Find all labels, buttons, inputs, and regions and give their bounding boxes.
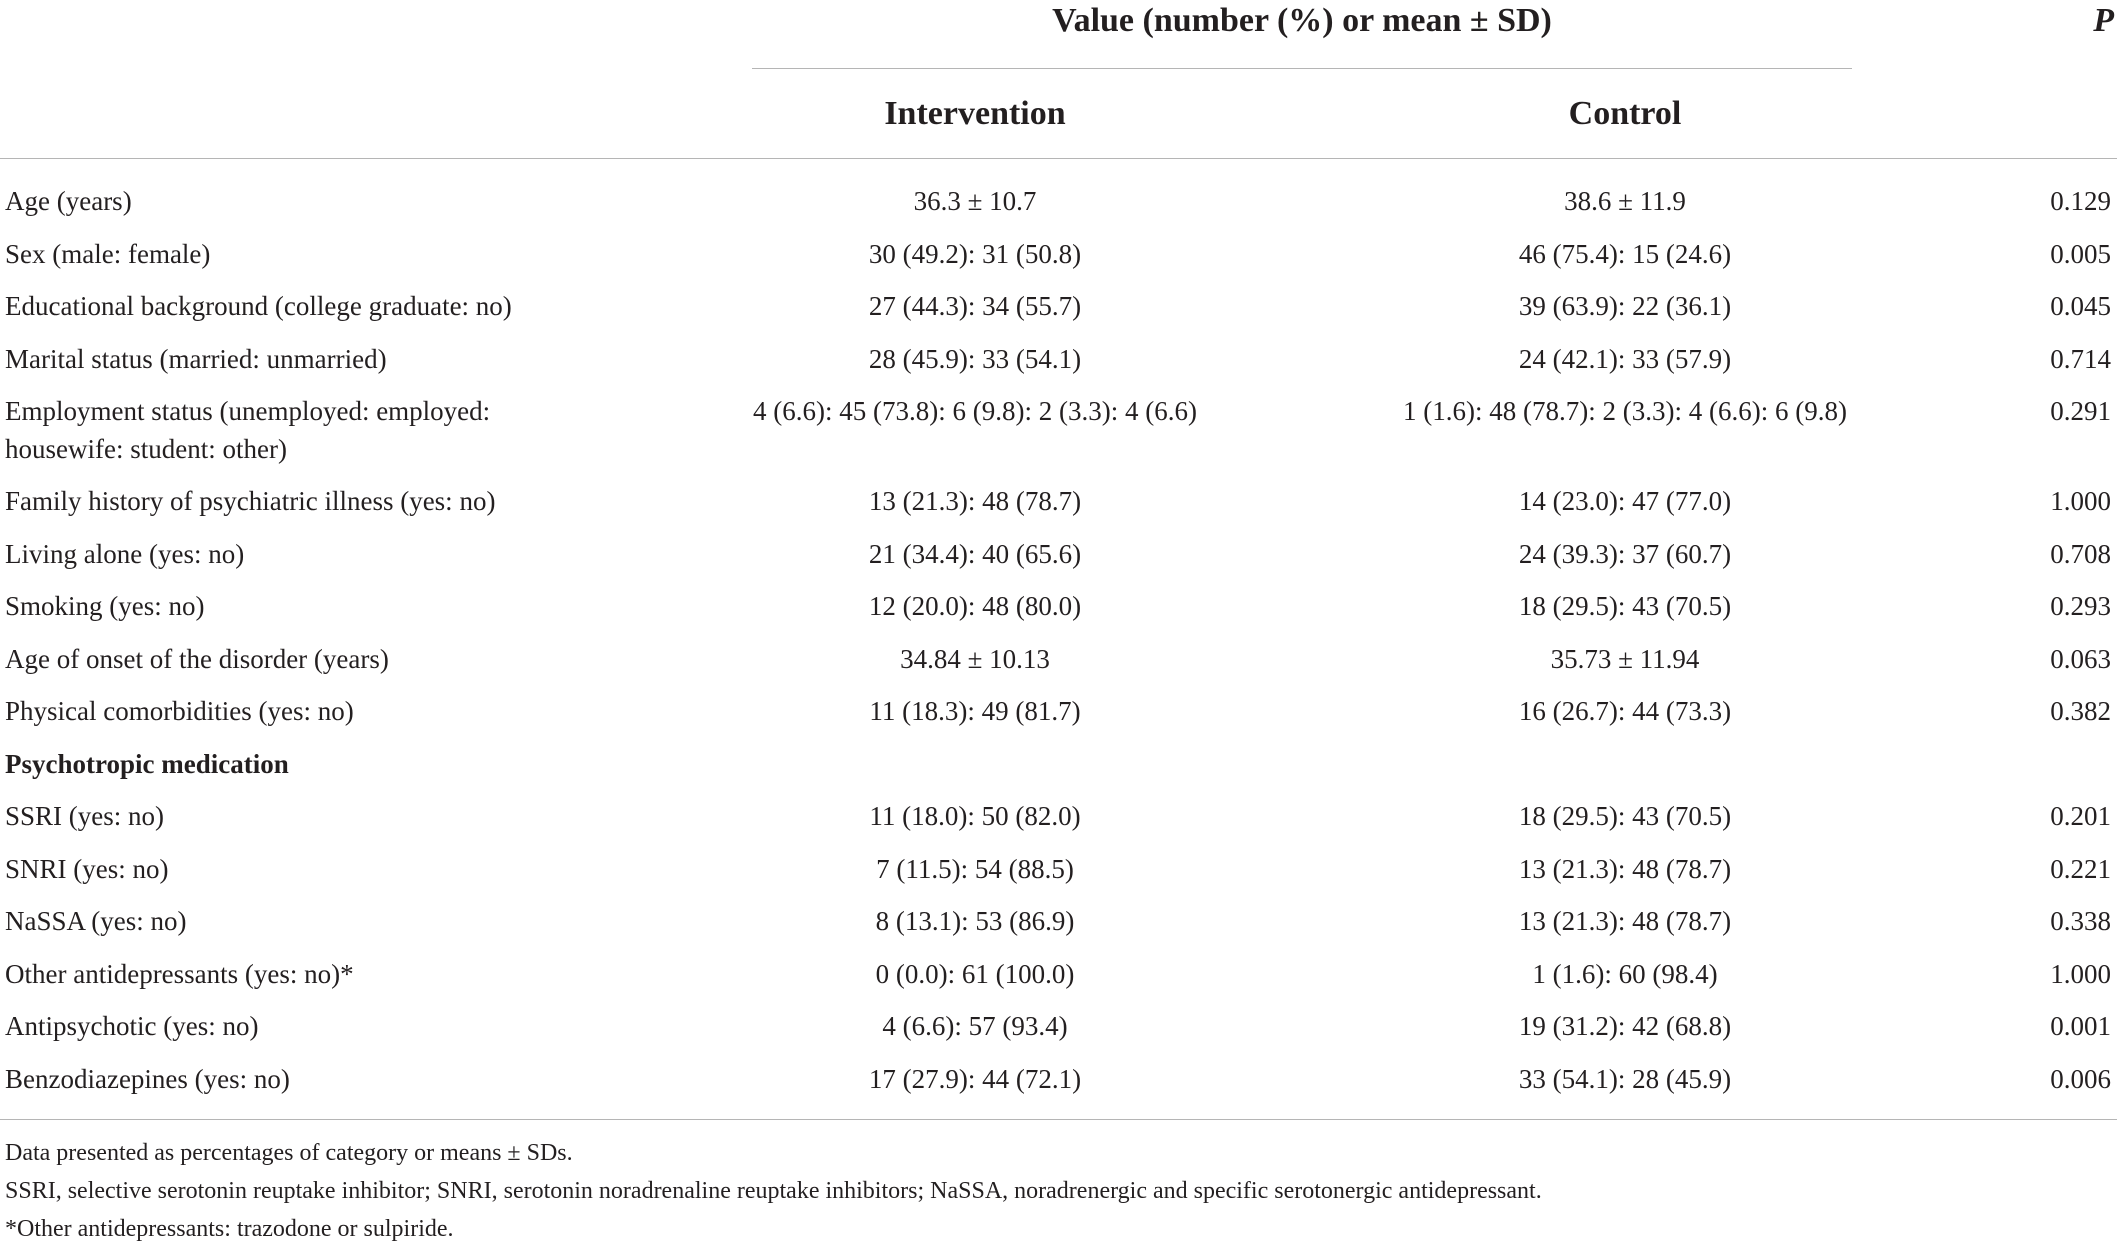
table-row (0, 336, 2117, 389)
p-value: 0.291 (2050, 396, 2111, 426)
table-row (0, 1056, 2117, 1109)
control-value: 24 (39.3): 37 (60.7) (1518, 538, 1732, 569)
intervention-value: 28 (45.9): 33 (54.1) (868, 343, 1082, 374)
section-label: Psychotropic medication (5, 748, 289, 779)
intervention-value: 27 (44.3): 34 (55.7) (868, 291, 1082, 321)
intervention-value: 4 (6.6): 57 (93.4) (882, 1011, 1068, 1041)
control-header: Control (1568, 95, 1682, 132)
control-value: 1 (1.6): 48 (78.7): 2 (3.3): 4 (6.6): 6 (9.8) (1403, 396, 1847, 426)
intervention-value: 8 (13.1): 53 (86.9) (875, 906, 1075, 936)
p-value: 0.201 (2050, 801, 2111, 831)
table-row (0, 846, 2117, 899)
control-value: 19 (31.2): 42 (68.8) (1518, 1011, 1732, 1041)
control-value: 1 (1.6): 60 (98.4) (1532, 958, 1718, 989)
p-value: 0.708 (2050, 538, 2111, 569)
table-row (0, 388, 2117, 478)
intervention-header: Intervention (884, 95, 1066, 132)
row-label-line: housewife: student: other) (5, 434, 287, 464)
row-label: Age of onset of the disorder (years) (5, 643, 389, 674)
row-label: Sex (male: female) (5, 238, 211, 269)
value-group-header: Value (number (%) or mean ± SD) (1052, 2, 1552, 39)
intervention-value: 21 (34.4): 40 (65.6) (868, 538, 1082, 569)
row-label: Antipsychotic (yes: no) (5, 1011, 259, 1041)
control-value: 13 (21.3): 48 (78.7) (1518, 853, 1732, 884)
p-value: 1.000 (2050, 958, 2111, 989)
table-row (0, 1003, 2117, 1056)
control-value: 18 (29.5): 43 (70.5) (1518, 801, 1732, 831)
section-row (0, 741, 2117, 794)
table-body (0, 178, 2117, 1108)
control-value: 39 (63.9): 22 (36.1) (1518, 291, 1732, 321)
intervention-value: 11 (18.3): 49 (81.7) (869, 696, 1081, 726)
table-row (0, 898, 2117, 951)
control-value: 24 (42.1): 33 (57.9) (1518, 343, 1732, 374)
control-value: 33 (54.1): 28 (45.9) (1518, 1063, 1732, 1094)
intervention-value: 17 (27.9): 44 (72.1) (868, 1063, 1082, 1094)
intervention-value: 4 (6.6): 45 (73.8): 6 (9.8): 2 (3.3): 4 (6.6) (753, 396, 1197, 426)
row-label: NaSSA (yes: no) (5, 906, 187, 936)
intervention-value: 36.3 ± 10.7 (913, 186, 1037, 216)
table-row (0, 283, 2117, 336)
control-value: 14 (23.0): 47 (77.0) (1518, 486, 1732, 516)
p-value-header: P (2093, 2, 2114, 39)
row-label: Smoking (yes: no) (5, 591, 205, 621)
footnote: SSRI, selective serotonin reuptake inhibitor; SNRI, serotonin noradrenaline reuptake inhibitors; NaSSA, noradrenergic and specific serotonergic antidepressant. (5, 1178, 1542, 1204)
table-footnotes (5, 1134, 2105, 1248)
intervention-value: 7 (11.5): 54 (88.5) (876, 853, 1074, 884)
p-value: 0.293 (2050, 591, 2111, 621)
intervention-value: 12 (20.0): 48 (80.0) (868, 591, 1082, 621)
intervention-value: 0 (0.0): 61 (100.0) (875, 958, 1075, 989)
p-value: 0.221 (2050, 853, 2111, 884)
table-row (0, 531, 2117, 584)
row-label (5, 392, 705, 468)
intervention-value: 30 (49.2): 31 (50.8) (868, 238, 1082, 269)
row-label-line: Employment status (unemployed: employed: (5, 396, 491, 426)
p-value: 0.338 (2050, 906, 2111, 936)
row-label: SSRI (yes: no) (5, 801, 165, 831)
intervention-value: 11 (18.0): 50 (82.0) (869, 801, 1081, 831)
table-row (0, 178, 2117, 231)
p-value: 0.001 (2050, 1011, 2111, 1041)
footnote: Data presented as percentages of category or means ± SDs. (5, 1140, 573, 1166)
control-value: 13 (21.3): 48 (78.7) (1518, 906, 1732, 936)
control-value: 46 (75.4): 15 (24.6) (1518, 238, 1732, 269)
control-value: 38.6 ± 11.9 (1564, 186, 1686, 216)
row-label: Benzodiazepines (yes: no) (5, 1063, 290, 1094)
row-label: Marital status (married: unmarried) (5, 343, 387, 374)
row-label: Family history of psychiatric illness (yes: no) (5, 486, 496, 516)
group-header-rule (752, 68, 1852, 69)
header-bottom-rule (0, 158, 2117, 159)
row-label: Age (years) (5, 186, 132, 216)
control-value: 16 (26.7): 44 (73.3) (1518, 696, 1732, 726)
p-value: 0.382 (2050, 696, 2111, 726)
table-row (0, 793, 2117, 846)
control-value: 35.73 ± 11.94 (1550, 643, 1700, 674)
table-row (0, 636, 2117, 689)
row-label: Other antidepressants (yes: no)* (5, 958, 354, 989)
row-label: SNRI (yes: no) (5, 853, 169, 884)
p-value: 1.000 (2050, 486, 2111, 516)
table-bottom-rule (0, 1119, 2117, 1120)
table-row (0, 583, 2117, 636)
control-value: 18 (29.5): 43 (70.5) (1518, 591, 1732, 621)
table-row (0, 478, 2117, 531)
table-row (0, 688, 2117, 741)
intervention-value: 34.84 ± 10.13 (900, 643, 1050, 674)
table-row (0, 231, 2117, 284)
row-label: Educational background (college graduate: no) (5, 291, 512, 321)
row-label: Physical comorbidities (yes: no) (5, 696, 354, 726)
p-value: 0.045 (2050, 291, 2111, 321)
table-row (0, 951, 2117, 1004)
p-value: 0.006 (2050, 1063, 2111, 1094)
p-value: 0.129 (2050, 186, 2111, 216)
intervention-value: 13 (21.3): 48 (78.7) (868, 486, 1082, 516)
footnote: *Other antidepressants: trazodone or sulpiride. (5, 1216, 454, 1242)
p-value: 0.063 (2050, 643, 2111, 674)
p-value: 0.005 (2050, 238, 2111, 269)
p-value: 0.714 (2050, 343, 2111, 374)
row-label: Living alone (yes: no) (5, 538, 245, 569)
